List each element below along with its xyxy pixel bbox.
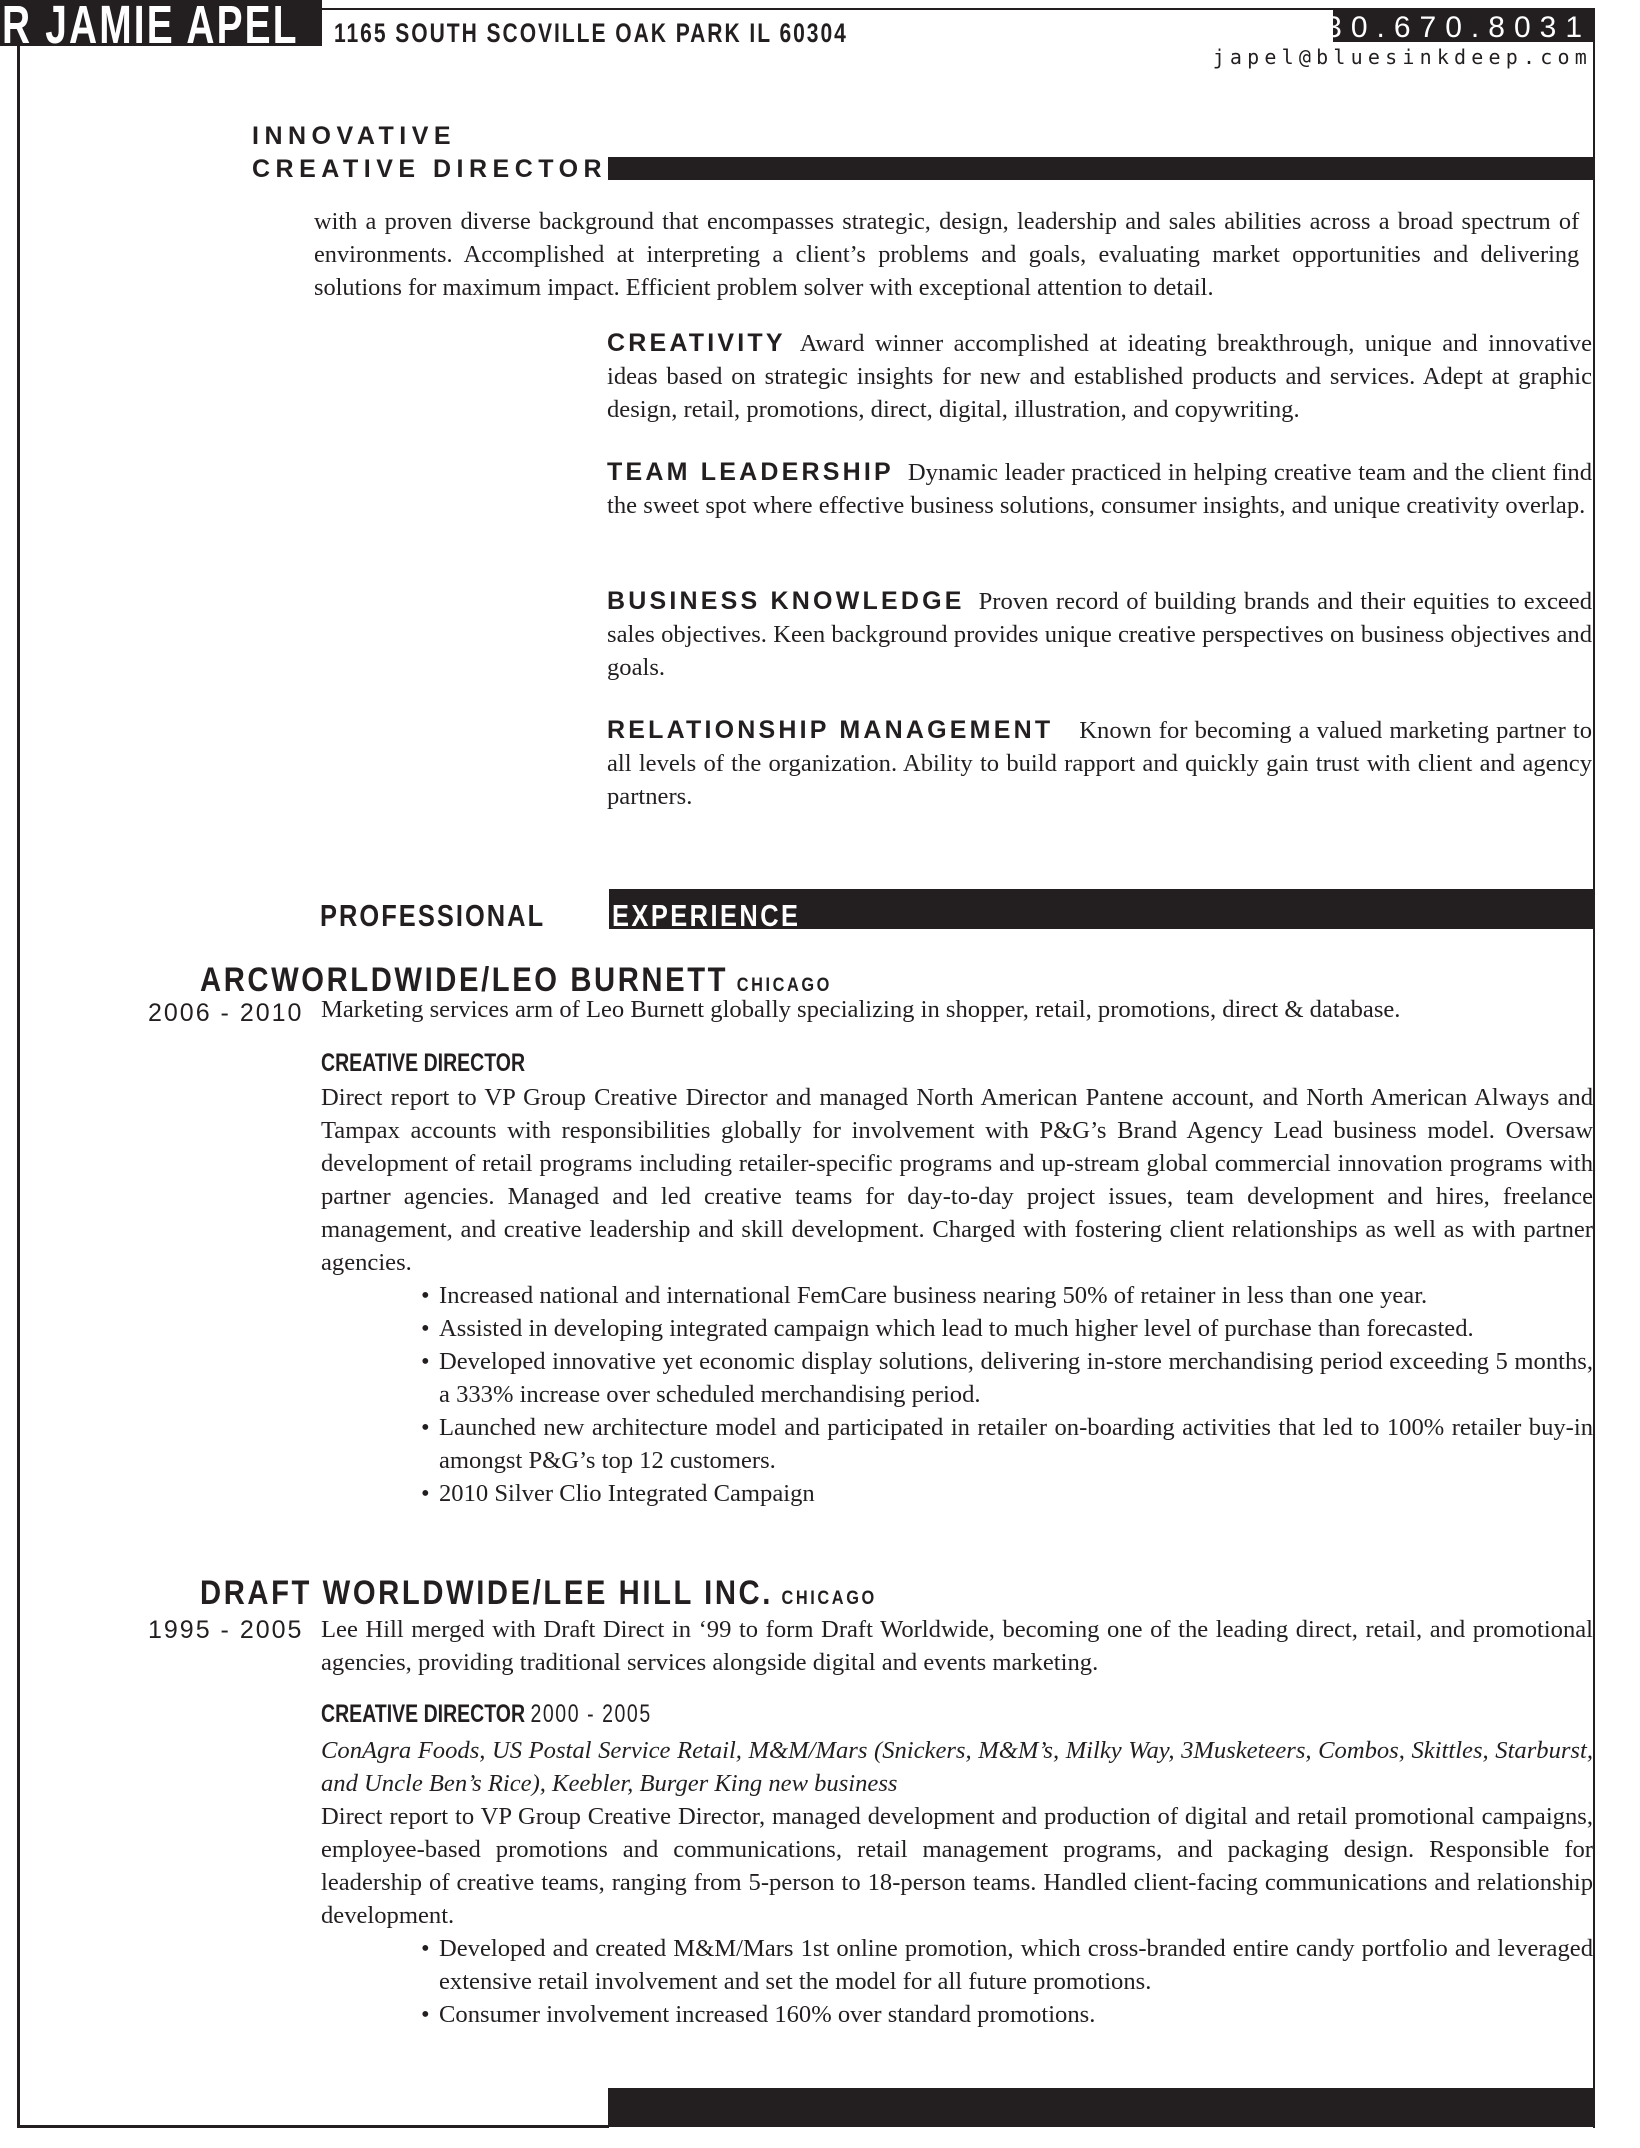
email-address[interactable]: japel@bluesinkdeep.com — [1212, 45, 1592, 69]
headline-line-2: CREATIVE DIRECTOR — [252, 155, 608, 183]
achievement-item: • Consumer involvement increased 160% over standard promotions. — [421, 1998, 1593, 2031]
job-details: Direct report to VP Group Creative Director and managed North American Pantene account, and North American Always and Tampax accounts with responsibilities globally for involvement with P&G’s Brand Agency Lead business model. Oversaw development of retail programs including retailer-specific programs and up-stream global commercial innovation programs with partner agencies. Managed and led creative teams for day-to-day project issues, team development and hires, freelance management, and creative leadership and skill development. Charged with fostering client relationships as well as with partner agencies. — [321, 1084, 1593, 1276]
company-description: Lee Hill merged with Draft Direct in ‘99 to form Draft Worldwide, becoming one of the leading direct, retail, and promotional agencies, providing traditional services alongside digital and events marketing. — [321, 1616, 1593, 1676]
company-name — [200, 1574, 877, 1613]
frame-bottom-line — [17, 2125, 609, 2128]
skill-text: Award winner accomplished at ideating breakthrough, unique and innovative ideas based on strategic insights for new and established products and services. Adept at graphic design, retail, promotions, direct, digital, illustration, and copywriting. — [607, 330, 1592, 423]
skill-team-leadership — [607, 456, 1592, 522]
achievement-item: • 2010 Silver Clio Integrated Campaign — [421, 1477, 1593, 1510]
skill-business-knowledge — [607, 585, 1592, 684]
address: 1165 SOUTH SCOVILLE OAK PARK IL 60304 — [334, 18, 848, 48]
frame-top-line — [322, 8, 1334, 10]
phone-banner — [1299, 8, 1595, 44]
achievement-item: • Increased national and international FemCare business nearing 50% of retainer in less than one year. — [421, 1279, 1593, 1312]
achievement-item: • Developed and created M&M/Mars 1st online promotion, which cross-branded entire candy portfolio and leveraged extensive retail involvement and set the model for all future promotions. — [421, 1932, 1593, 1998]
company-title: DRAFT WORLDWIDE/LEE HILL INC. — [200, 1574, 773, 1612]
phone-number: 630.670.8031 — [1299, 11, 1591, 44]
frame-left-line — [17, 46, 20, 2128]
company-title: ARCWORLDWIDE/LEO BURNETT — [200, 961, 729, 999]
headline-line-1: INNOVATIVE — [252, 122, 457, 150]
company-city: CHICAGO — [736, 975, 832, 996]
skill-label: BUSINESS KNOWLEDGE — [607, 587, 965, 615]
section-title-left: PROFESSIONAL — [320, 898, 546, 933]
skill-label: CREATIVITY — [607, 329, 786, 357]
skill-label: TEAM LEADERSHIP — [607, 458, 894, 486]
role-title: CREATIVE DIRECTOR — [321, 1700, 526, 1728]
section-title-right: EXPERIENCE — [612, 898, 801, 933]
job-years: 1995 - 2005 — [148, 1616, 304, 1644]
job-years: 2006 - 2010 — [148, 999, 304, 1027]
role-years: 2000 - 2005 — [530, 1700, 652, 1728]
company-description: Marketing services arm of Leo Burnett globally specializing in shopper, retail, promotions, direct & database. — [321, 996, 1401, 1023]
role-title: CREATIVE DIRECTOR — [321, 1049, 526, 1077]
job-details: Direct report to VP Group Creative Director, managed development and production of digital and retail promotional campaigns, employee-based promotions and communications, retail management programs, and packaging design. Responsible for leadership of creative teams, ranging from 5-person to 18-person teams. Handled client-facing communications and relationship development. — [321, 1803, 1593, 1929]
company-city: CHICAGO — [781, 1588, 877, 1609]
skill-label: RELATIONSHIP MANAGEMENT — [607, 716, 1054, 744]
footer-bar — [608, 2088, 1595, 2127]
frame-right-line — [1593, 8, 1595, 2128]
achievement-list — [421, 1932, 1593, 2031]
skill-text: Known for becoming a valued marketing partner to all levels of the organization. Ability to build rapport and quickly gain trust with client and agency partners. — [607, 717, 1592, 810]
skill-creativity — [607, 327, 1592, 426]
skill-text: Dynamic leader practiced in helping creative team and the client find the sweet spot where effective business solutions, consumer insights, and unique creativity overlap. — [607, 459, 1592, 519]
skill-text: Proven record of building brands and their equities to exceed sales objectives. Keen background provides unique creative perspectives on business objectives and goals. — [607, 588, 1592, 681]
client-list: ConAgra Foods, US Postal Service Retail, M&M/Mars (Snickers, M&M’s, Milky Way, 3Musketeers, Combos, Skittles, Starburst, and Uncle Ben’s Rice), Keebler, Burger King new business — [321, 1737, 1593, 1797]
achievement-item: • Developed innovative yet economic display solutions, delivering in-store merchandising period exceeding 5 months, a 333% increase over scheduled merchandising period. — [421, 1345, 1593, 1411]
summary-paragraph: with a proven diverse background that encompasses strategic, design, leadership and sales abilities across a broad spectrum of environments. Accomplished at interpreting a client’s problems and goals, evaluating market opportunities and delivering solutions for maximum impact. Efficient problem solver with exceptional attention to detail. — [314, 208, 1580, 301]
job-role — [321, 1700, 652, 1729]
section-title-bar — [609, 889, 1595, 933]
candidate-name: R JAMIE APEL — [2, 0, 299, 55]
achievement-item: • Launched new architecture model and participated in retailer on-boarding activities that led to 100% retailer buy-in amongst P&G’s top 12 customers. — [421, 1411, 1593, 1477]
achievement-item: • Assisted in developing integrated campaign which lead to much higher level of purchase than forecasted. — [421, 1312, 1593, 1345]
skill-relationship-management — [607, 714, 1592, 813]
achievement-list — [421, 1279, 1593, 1510]
job-role — [321, 1049, 525, 1078]
name-banner — [0, 0, 322, 55]
headline-bar — [608, 157, 1595, 180]
company-name — [200, 961, 832, 1000]
